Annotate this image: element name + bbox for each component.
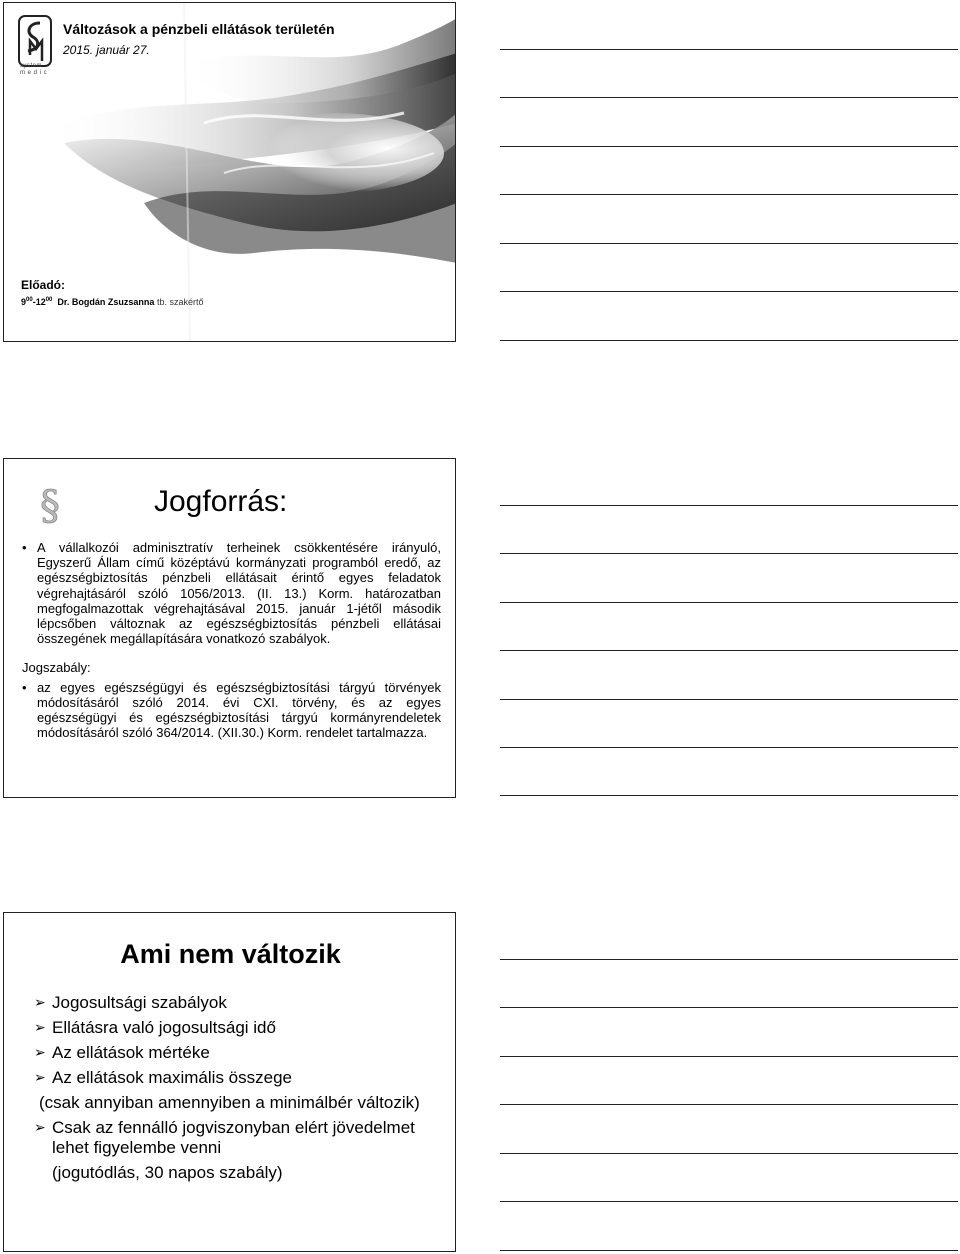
time-start: 9	[21, 297, 27, 307]
note-line	[500, 1250, 958, 1251]
slide-body	[22, 540, 441, 740]
slide-title: Jogforrás:	[154, 485, 288, 518]
logo-caption	[20, 63, 47, 77]
time-start-minutes: 00	[26, 297, 33, 303]
presenter-label: Előadó:	[21, 278, 65, 292]
slide-title: Ami nem változik	[120, 939, 341, 969]
note-line	[500, 97, 958, 98]
arrow-list-item: ➢ Csak az fennálló jogviszonyban elért jövedelmet lehet figyelembe venni	[34, 1118, 435, 1158]
note-line	[500, 243, 958, 244]
note-line	[500, 553, 958, 554]
time-range	[21, 297, 52, 307]
arrow-list-item: ➢ Az ellátások mértéke	[34, 1043, 435, 1063]
note-line	[500, 505, 958, 506]
logo-text-line-1: system	[20, 63, 43, 69]
slide-2	[3, 458, 456, 798]
note-line	[500, 1007, 958, 1008]
presenter-name: Dr. Bogdán Zsuzsanna	[57, 297, 155, 307]
note-line	[500, 795, 958, 796]
note-line	[500, 1104, 958, 1105]
note-line	[500, 602, 958, 603]
slide-3	[3, 912, 456, 1252]
bullet-item: • A vállalkozói adminisztratív terheinek csökkentésére irányuló, Egyszerű Állam című középtávú kormányzati programból eredő, az egészségbiztosítás pénzbeli ellátásait érintő egyes feladatok végrehajtásáról szóló 1056/2013. (II. 13.) Korm. határozatban megfogalmazottak végrehajtásával 2015. január 1-jétől második lépcsőben változnak az egészségbiztosítás pénzbeli ellátásai összegének megállapítására vonatkozó szabályok.	[22, 540, 441, 646]
note-line	[500, 699, 958, 700]
presenter-role: tb. szakértő	[156, 297, 204, 307]
note-line	[500, 959, 958, 960]
svg-text:§: §	[40, 483, 60, 527]
arrow-list-item: ➢ Az ellátások maximális összege	[34, 1068, 435, 1088]
list-note: (csak annyiban amennyiben a minimálbér változik)	[39, 1093, 420, 1112]
slide-body	[34, 993, 435, 1188]
list-note: (jogutódlás, 30 napos szabály)	[52, 1163, 283, 1182]
note-line	[500, 1153, 958, 1154]
legislation-label: Jogszabály:	[22, 660, 91, 676]
note-line	[500, 340, 958, 341]
note-line	[500, 146, 958, 147]
time-end-minutes: 00	[45, 297, 53, 303]
note-line	[500, 1201, 958, 1202]
presenter-line	[21, 297, 203, 307]
slide-1	[3, 2, 456, 342]
bullet-item: • az egyes egészségügyi és egészségbiztosítási tárgyú törvények módosításáról szóló 2014. évi CXI. törvény, és az egyes egészségügyi és egészségbiztosítási tárgyú kormányrendeletek módosításáról szóló 364/2014. (XII.30.) Korm. rendelet tartalmazza.	[22, 680, 441, 741]
logo-text-line-2: m e d i c	[20, 70, 48, 76]
note-line	[500, 650, 958, 651]
note-line	[500, 49, 958, 50]
time-end: -12	[32, 297, 46, 307]
presentation-title: Változások a pénzbeli ellátások területén	[63, 21, 335, 37]
note-line	[500, 194, 958, 195]
note-line	[500, 1056, 958, 1057]
arrow-list-item: ➢ Ellátásra való jogosultsági idő	[34, 1018, 435, 1038]
presentation-date: 2015. január 27.	[63, 43, 150, 57]
arrow-list-item: ➢ Jogosultsági szabályok	[34, 993, 435, 1013]
note-line	[500, 747, 958, 748]
note-line	[500, 291, 958, 292]
